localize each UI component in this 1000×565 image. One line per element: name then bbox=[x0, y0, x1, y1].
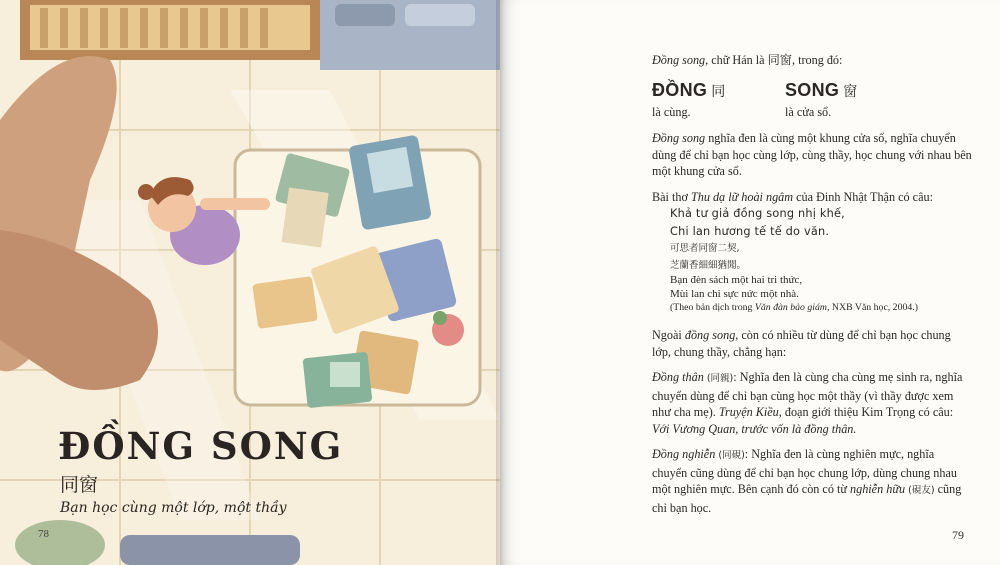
entry-text: : Nghĩa đen là cùng cha cùng mẹ sinh ra, nghĩa chuyển dùng để chỉ bạn cùng học một thầy (vì thầy được xem như cha mẹ). bbox=[652, 370, 963, 419]
entry-dong-than bbox=[652, 369, 972, 437]
other-intro-term: đồng song bbox=[684, 328, 736, 342]
entry-hanzi2: (硯友) bbox=[908, 485, 935, 496]
term-meaning: là cửa sổ. bbox=[785, 104, 832, 119]
poem-intro-pre: Bài thơ bbox=[652, 189, 691, 204]
term-hanzi: 同 bbox=[711, 82, 726, 99]
page-number-left: 78 bbox=[38, 528, 49, 540]
chapter-subtitle: Bạn học cùng một lớp, một thầy bbox=[60, 500, 287, 516]
other-terms-intro bbox=[652, 327, 972, 360]
term-word: ĐỒNG bbox=[652, 79, 708, 100]
poem-line: Chi lan hương tế tế do văn. bbox=[670, 225, 830, 238]
intro-term: Đồng song bbox=[652, 53, 706, 67]
poem-translation-line: Bạn đèn sách một hai tri thức, bbox=[670, 274, 803, 286]
entry-term: Đồng thân bbox=[652, 370, 704, 384]
intro-rest: , chữ Hán là 同窗, trong đó: bbox=[705, 53, 843, 67]
page-number-right: 79 bbox=[952, 528, 964, 542]
entry-text2: cũng chỉ bạn học. bbox=[652, 482, 962, 515]
definition-term: Đồng song bbox=[652, 131, 706, 145]
entry-hanzi: (同親) bbox=[706, 373, 734, 384]
entry-term: Đồng nghiễn bbox=[652, 447, 716, 461]
credit-book: Văn đàn bảo giám bbox=[754, 302, 828, 313]
entry-quote: Với Vương Quan, trước vốn là đồng thân. bbox=[652, 421, 857, 436]
poem-intro-post: của Đinh Nhật Thận có câu: bbox=[793, 189, 933, 204]
term-song bbox=[785, 79, 918, 121]
entry-text: : Nghĩa đen là cùng nghiên mực, nghĩa chuyển cũng dùng để chỉ bạn học chung lớp, dùng chung nhau một nghiên mực. Bên cạnh đó còn có từ bbox=[652, 447, 957, 496]
poem-title: Thu dạ lữ hoài ngâm bbox=[690, 189, 794, 204]
definition-text: nghĩa đen là cùng một khung cửa sổ, nghĩa chuyển dùng để chỉ bạn học cùng lớp, cùng thầy, học chung với nhau bên một khung cửa sổ. bbox=[652, 131, 972, 178]
term-breakdown bbox=[652, 79, 972, 121]
poem-hanzi-line: 芝蘭香細細猶聞。 bbox=[670, 259, 747, 271]
poem-block bbox=[670, 205, 972, 315]
book-gutter bbox=[496, 0, 504, 565]
other-intro-pre: Ngoài bbox=[652, 328, 685, 342]
credit-pre: (Theo bản dịch trong bbox=[670, 302, 755, 313]
other-intro-post: , còn có nhiều từ dùng để chỉ bạn học chung lớp, chung thầy, chẳng hạn: bbox=[652, 328, 951, 359]
right-page bbox=[500, 0, 1000, 565]
poem-line: Khả tư giả đồng song nhị khế, bbox=[670, 207, 845, 220]
term-dong bbox=[652, 79, 785, 121]
poem-hanzi-line: 可思者同窗二契, bbox=[670, 243, 740, 254]
term-hanzi: 窗 bbox=[843, 82, 858, 99]
poem-translation-line: Mùi lan chi sực nức một nhà. bbox=[670, 287, 799, 300]
poem-intro bbox=[652, 189, 972, 206]
entry-term2: nghiễn hữu bbox=[850, 482, 906, 496]
entry-text2: , đoạn giới thiệu Kim Trọng có câu: bbox=[778, 405, 954, 419]
chapter-hanzi: 同窗 bbox=[60, 474, 99, 496]
chapter-title: ĐỒNG SONG bbox=[58, 424, 344, 468]
term-meaning: là cùng. bbox=[652, 104, 691, 119]
term-word: SONG bbox=[785, 79, 840, 100]
article-body bbox=[652, 52, 972, 525]
intro-line bbox=[652, 52, 972, 69]
entry-hanzi: (同硯) bbox=[718, 450, 745, 461]
poem-credit bbox=[670, 301, 972, 315]
credit-post: , NXB Văn học, 2004.) bbox=[827, 302, 918, 313]
definition-paragraph bbox=[652, 130, 972, 180]
entry-dong-nghien bbox=[652, 446, 972, 516]
entry-ref: Truyện Kiều bbox=[718, 405, 779, 419]
